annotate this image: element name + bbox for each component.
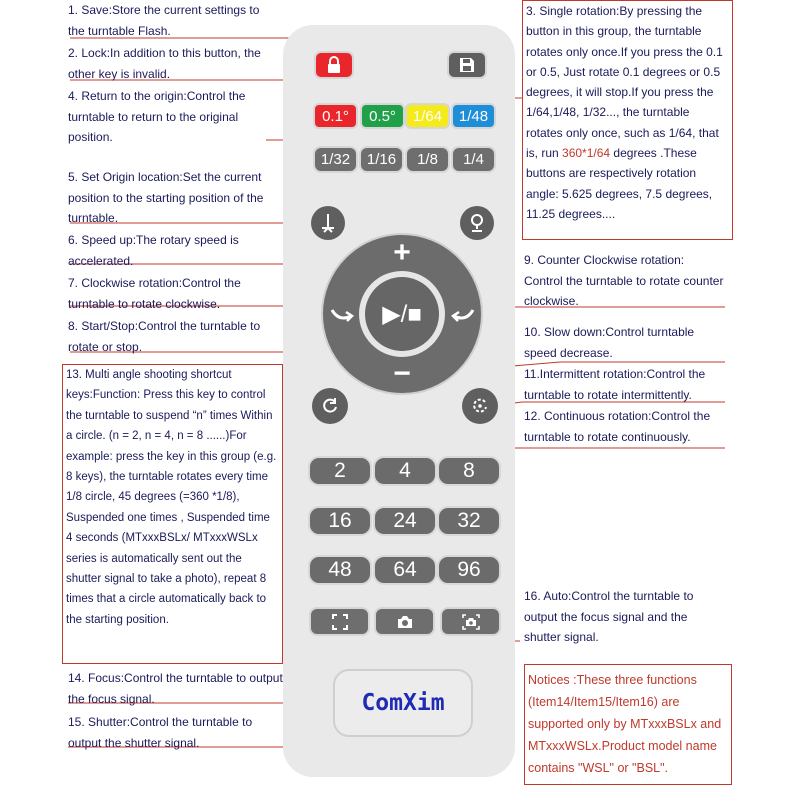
continuous-rotate-icon <box>321 397 339 415</box>
return-origin-button[interactable] <box>460 206 494 240</box>
annotation-slow-down: 10. Slow down:Control turntable speed decrease. <box>524 325 695 360</box>
single-rotation-highlight: 360*1/64 <box>562 146 611 161</box>
annotation-return-origin: 4. Return to the origin:Control the turntable to return to the original position. <box>68 89 246 144</box>
focus-button[interactable] <box>309 607 370 636</box>
number-label: 48 <box>328 558 352 581</box>
annotation-speed-up: 6. Speed up:The rotary speed is accelerated. <box>68 233 239 268</box>
annotation-focus: 14. Focus:Control the turntable to output the focus signal. <box>68 671 283 706</box>
fraction-button-1-32[interactable] <box>313 146 358 173</box>
camera-icon <box>397 615 413 629</box>
number-label: 2 <box>334 459 346 482</box>
number-button-8[interactable] <box>437 456 501 486</box>
start-stop-button[interactable] <box>365 277 439 351</box>
plus-icon: + <box>393 236 411 269</box>
fraction-button-1-8[interactable] <box>405 146 450 173</box>
anchor-origin-icon <box>319 213 337 233</box>
number-button-96[interactable] <box>437 555 501 585</box>
annotation-clockwise: 7. Clockwise rotation:Control the turntable to rotate clockwise. <box>68 276 241 311</box>
annotation-set-origin: 5. Set Origin location:Set the current position to the starting position of the turntable. <box>68 170 264 225</box>
rotate-clockwise-icon <box>329 304 355 324</box>
shutter-button[interactable] <box>374 607 435 636</box>
number-button-16[interactable] <box>308 506 372 536</box>
lock-button[interactable] <box>314 51 354 79</box>
play-stop-icon: ▶/■ <box>382 300 422 328</box>
auto-button[interactable] <box>440 607 501 636</box>
annotation-notice: Notices :These three functions (Item14/Item15/Item16) are supported only by MTxxxBSLx and MTxxxWSLx.Product model name contains "WSL" or "BSL". <box>524 664 732 785</box>
number-label: 64 <box>393 558 417 581</box>
return-origin-icon <box>468 213 486 233</box>
focus-bracket-icon <box>332 614 348 630</box>
angle-button-0-1[interactable] <box>313 103 358 129</box>
number-button-48[interactable] <box>308 555 372 585</box>
auto-focus-camera-icon <box>462 614 480 630</box>
brand-logo: ComXim <box>361 690 445 716</box>
annotation-intermittent: 11.Intermittent rotation:Control the turntable to rotate intermittently. <box>524 367 706 402</box>
fraction-button-1-16[interactable] <box>359 146 404 173</box>
number-button-24[interactable] <box>373 506 437 536</box>
counter-clockwise-button[interactable] <box>446 297 480 331</box>
annotation-shutter: 15. Shutter:Control the turntable to output the shutter signal. <box>68 715 253 750</box>
number-label: 32 <box>457 509 481 532</box>
save-button[interactable] <box>447 51 487 79</box>
clockwise-button[interactable] <box>325 297 359 331</box>
number-label: 16 <box>328 509 352 532</box>
brand-plate <box>333 669 473 737</box>
annotation-single-rotation <box>522 0 733 240</box>
intermittent-rotation-button[interactable] <box>462 388 498 424</box>
angle-label: 0.5° <box>369 107 396 125</box>
annotation-auto: 16. Auto:Control the turntable to output the focus signal and the shutter signal. <box>524 589 694 644</box>
number-label: 96 <box>457 558 481 581</box>
angle-button-0-5[interactable] <box>360 103 405 129</box>
annotation-start-stop: 8. Start/Stop:Control the turntable to rotate or stop. <box>68 319 261 354</box>
slow-down-button[interactable] <box>382 357 422 391</box>
continuous-rotation-button[interactable] <box>312 388 348 424</box>
single-rotation-text-end: degrees .These buttons are respectively rotation angle: 5.625 degrees, 7.5 degrees, 11.25 degrees.... <box>526 146 713 221</box>
speed-up-button[interactable] <box>382 236 422 270</box>
lock-icon <box>326 56 342 74</box>
annotation-multi-angle: 13. Multi angle shooting shortcut keys:Function: Press this key to control the turntable to suspend “n” times Within a circle. (n = 2, n = 4, n = 8 ......)For example: press the key in this group (e.g. 8 keys), the turntable rotates every time 1/8 circle, 45 degrees (=360 *1/8), Suspended one times , Suspended time 4 seconds (MTxxxBSLx/ MTxxxWSLx series is automatically sent out the shutter signal to take a photo), repeat 8 times that a circle automatically back to the starting position. <box>62 364 283 664</box>
set-origin-button[interactable] <box>311 206 345 240</box>
angle-label: 1/64 <box>412 107 443 125</box>
floppy-disk-icon <box>459 57 475 73</box>
number-label: 8 <box>463 459 475 482</box>
annotation-lock: 2. Lock:In addition to this button, the other key is invalid. <box>68 46 261 81</box>
annotation-counter-clockwise: 9. Counter Clockwise rotation: Control the turntable to rotate counter clockwise. <box>524 253 724 308</box>
fraction-button-1-4[interactable] <box>451 146 496 173</box>
angle-label: 0.1° <box>322 107 349 125</box>
angle-button-1-64[interactable] <box>405 103 450 129</box>
number-button-2[interactable] <box>308 456 372 486</box>
angle-label: 1/48 <box>458 107 489 125</box>
single-rotation-text: 3. Single rotation:By pressing the button in this group, the turntable rotates only once.If you press the 0.1 or 0.5, Just rotate 0.1 degrees or 0.5 degrees, it will stop.If you press the 1/64,1/48, 1/32..., the turntable rotates only once, such as 1/64, that is, run <box>526 4 723 161</box>
angle-button-1-48[interactable] <box>451 103 496 129</box>
number-button-32[interactable] <box>437 506 501 536</box>
number-label: 4 <box>399 459 411 482</box>
number-label: 24 <box>393 509 417 532</box>
fraction-label: 1/32 <box>320 151 351 168</box>
fraction-label: 1/16 <box>366 151 397 168</box>
minus-icon: − <box>393 357 411 390</box>
fraction-label: 1/8 <box>417 151 438 168</box>
rotate-counter-clockwise-icon <box>450 304 476 324</box>
annotation-continuous: 12. Continuous rotation:Control the turntable to rotate continuously. <box>524 409 711 444</box>
number-button-4[interactable] <box>373 456 437 486</box>
fraction-label: 1/4 <box>463 151 484 168</box>
number-button-64[interactable] <box>373 555 437 585</box>
annotation-save: 1. Save:Store the current settings to the turntable Flash. <box>68 3 260 38</box>
intermittent-rotate-icon <box>471 397 489 415</box>
